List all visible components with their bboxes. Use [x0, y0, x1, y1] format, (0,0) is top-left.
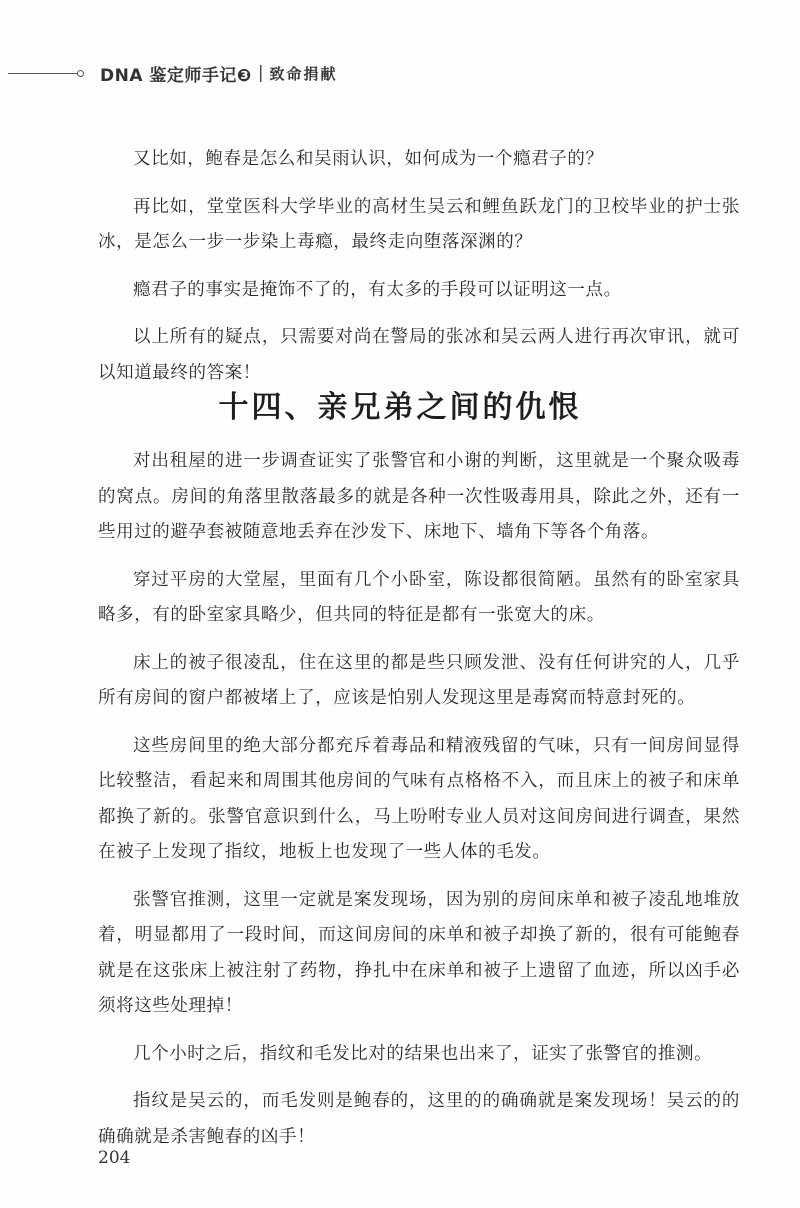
- header-separator: |: [257, 63, 264, 83]
- running-header: [0, 56, 420, 90]
- paragraph: 床上的被子很凌乱，住在这里的都是些只顾发泄、没有任何讲究的人，几乎所有房间的窗户都被堵上了，应该是怕别人发现这里是毒窝而特意封死的。: [98, 652, 740, 708]
- chapter-title: 十四、亲兄弟之间的仇恨: [218, 390, 582, 425]
- paragraph: 几个小时之后，指纹和毛发比对的结果也出来了，证实了张警官的推测。: [133, 1043, 713, 1064]
- paragraph: 对出租屋的进一步调查证实了张警官和小谢的判断，这里就是一个聚众吸毒的窝点。房间的角落里散落最多的就是各种一次性吸毒用具，除此之外，还有一些用过的避孕套被随意地丢弃在沙发下、床地下、墙角下等各个角落。: [98, 451, 740, 542]
- paragraph: 这些房间里的绝大部分都充斥着毒品和精液残留的气味，只有一间房间显得比较整洁，看起来和周围其他房间的气味有点格格不入，而且床上的被子和床单都换了新的。张警官意识到什么，马上吩咐专业人员对这间房间进行调查，果然在被子上发现了指纹，地板上也发现了一些人体的毛发。: [98, 735, 740, 862]
- paragraph: 再比如，堂堂医科大学毕业的高材生吴云和鲤鱼跃龙门的卫校毕业的护士张冰，是怎么一步一步染上毒瘾，最终走向堕落深渊的？: [98, 196, 740, 252]
- header-rule-decoration: [8, 73, 78, 74]
- chapter-text-block: [98, 444, 740, 1167]
- paragraph: 又比如，鲍春是怎么和吴雨认识，如何成为一个瘾君子的？: [133, 149, 604, 169]
- header-subtitle: 致命捐献: [269, 64, 338, 83]
- paragraph: 穿过平房的大堂屋，里面有几个小卧室，陈设都很简陋。虽然有的卧室家具略多，有的卧室家具略少，但共同的特征是都有一张宽大的床。: [98, 569, 740, 625]
- intro-text-block: [98, 142, 740, 403]
- header-book-title: DNA 鉴定师手记❸: [100, 65, 252, 86]
- page-number: 204: [98, 1148, 131, 1168]
- paragraph: 瘾君子的事实是掩饰不了的，有太多的手段可以证明这一点。: [133, 279, 622, 300]
- paragraph: 以上所有的疑点，只需要对尚在警局的张冰和吴云两人进行再次审讯，就可以知道最终的答案！: [98, 327, 740, 383]
- paragraph: 张警官推测，这里一定就是案发现场，因为别的房间床单和被子凌乱地堆放着，明显都用了一段时间，而这间房间的床单和被子却换了新的，很有可能鲍春就是在这张床上被注射了药物，挣扎中在床单和被子上遗留了血迹，所以凶手必须将这些处理掉！: [98, 889, 740, 1016]
- paragraph: 指纹是吴云的，而毛发则是鲍春的，这里的的确确就是案发现场！吴云的的确确就是杀害鲍春的凶手！: [98, 1091, 740, 1147]
